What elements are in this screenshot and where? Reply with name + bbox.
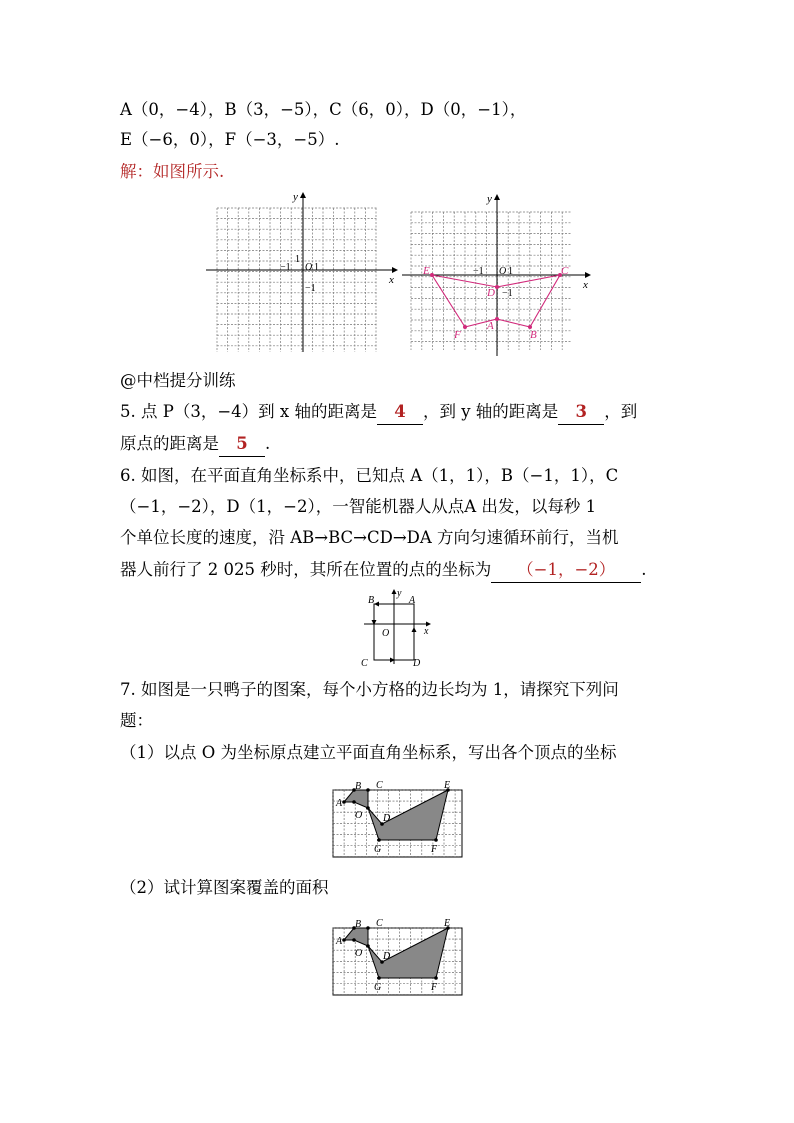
duck1-label-F: F: [431, 844, 438, 855]
duck2-label-A: A: [336, 936, 343, 947]
fig6-label-O: O: [382, 628, 390, 639]
question-7-part-1: （1）以点 O 为坐标原点建立平面直角坐标系，写出各个顶点的坐标: [120, 743, 617, 762]
q5-text-1: 5. 点 P（3，−4）到 x 轴的距离是: [120, 402, 377, 421]
x-axis-label-2: x: [583, 279, 588, 291]
q5-text-5: .: [265, 434, 271, 453]
question-6-line-1: 6. 如图，在平面直角坐标系中，已知点 A（1，1），B（−1，1），C: [120, 466, 619, 485]
duck1-label-C: C: [376, 780, 383, 791]
q5-text-3: ，到: [604, 402, 638, 421]
duck2-label-O: O: [355, 948, 363, 959]
tick-label-x-1: 1: [314, 262, 319, 273]
q5-answer-3: 5: [219, 432, 265, 457]
origin-label: O: [305, 262, 313, 273]
fig6-label-A: A: [409, 595, 416, 606]
solution-coordinate-grid: [400, 190, 595, 360]
question-6-line-3: 个单位长度的速度，沿 AB→BC→CD→DA 方向匀速循环前行，当机: [120, 528, 619, 547]
q6-text-4b: .: [641, 560, 647, 579]
point-label-D: D: [487, 287, 495, 299]
question-6-line-2: （−1，−2），D（1，−2），一智能机器人从点A 出发，以每秒 1: [120, 497, 597, 516]
tick-label-y-neg1: −1: [305, 283, 316, 294]
section-heading: @中档提分训练: [120, 371, 236, 390]
intro-line-2: E（−6，0），F（−3，−5）.: [120, 130, 340, 149]
question-5-line-2: [120, 432, 270, 457]
question-7-line-1: 7. 如图是一只鸭子的图案，每个小方格的边长均为 1，请探究下列问: [120, 680, 619, 699]
q5-text-2: ，到 y 轴的距离是: [422, 402, 559, 421]
fig6-label-D: D: [413, 658, 421, 669]
x-axis-label: x: [389, 274, 394, 286]
robot-path-figure: [358, 585, 438, 670]
duck-figure-2: [330, 914, 466, 998]
tick-label-x-neg1: −1: [280, 262, 291, 273]
y-axis-label-2: y: [487, 193, 492, 205]
point-label-B: B: [530, 329, 537, 341]
fig6-label-B: B: [368, 595, 375, 606]
point-label-F: F: [454, 329, 461, 341]
tick-label-x-neg1-b: −1: [473, 266, 484, 277]
question-7-part-2: （2）试计算图案覆盖的面积: [120, 878, 329, 897]
q5-answer-2: 3: [558, 400, 604, 425]
solution-text: 解：如图所示.: [120, 162, 225, 181]
duck2-label-B: B: [355, 919, 362, 930]
question-7-line-2: 题：: [120, 711, 153, 730]
duck1-label-B: B: [355, 781, 362, 792]
origin-label-2: O: [499, 266, 507, 277]
tick-label-y-neg1-b: −1: [502, 288, 513, 299]
duck-figure-1: [330, 776, 466, 860]
duck1-label-A: A: [336, 798, 343, 809]
duck2-label-G: G: [374, 982, 382, 993]
duck2-label-D: D: [383, 951, 391, 962]
q6-text-4a: 器人前行了 2 025 秒时，其所在位置的点的坐标为: [120, 560, 492, 579]
point-label-C: C: [561, 265, 569, 277]
tick-label-x-1-b: 1: [508, 266, 513, 277]
duck2-label-E: E: [444, 918, 451, 929]
y-axis-label: y: [293, 191, 298, 203]
duck1-label-D: D: [383, 813, 391, 824]
fig6-label-C: C: [361, 658, 368, 669]
q5-text-4: 原点的距离是: [120, 434, 219, 453]
duck2-label-C: C: [376, 918, 383, 929]
point-label-E: E: [423, 265, 430, 277]
tick-label-y-1: 1: [295, 254, 300, 265]
duck1-label-E: E: [444, 780, 451, 791]
duck1-label-G: G: [374, 844, 382, 855]
q5-answer-1: 4: [377, 400, 423, 425]
duck1-label-O: O: [355, 810, 363, 821]
fig6-label-y: y: [397, 588, 402, 599]
question-5-line-1: [120, 400, 637, 425]
question-6-line-4: [120, 558, 646, 583]
intro-line-1: A（0，−4），B（3，−5），C（6，0），D（0，−1），: [120, 100, 527, 119]
q6-answer: （−1，−2）: [491, 558, 641, 583]
fig6-label-x: x: [424, 626, 429, 637]
duck2-label-F: F: [431, 982, 438, 993]
empty-coordinate-grid: [205, 190, 400, 360]
point-label-A: A: [487, 320, 494, 332]
